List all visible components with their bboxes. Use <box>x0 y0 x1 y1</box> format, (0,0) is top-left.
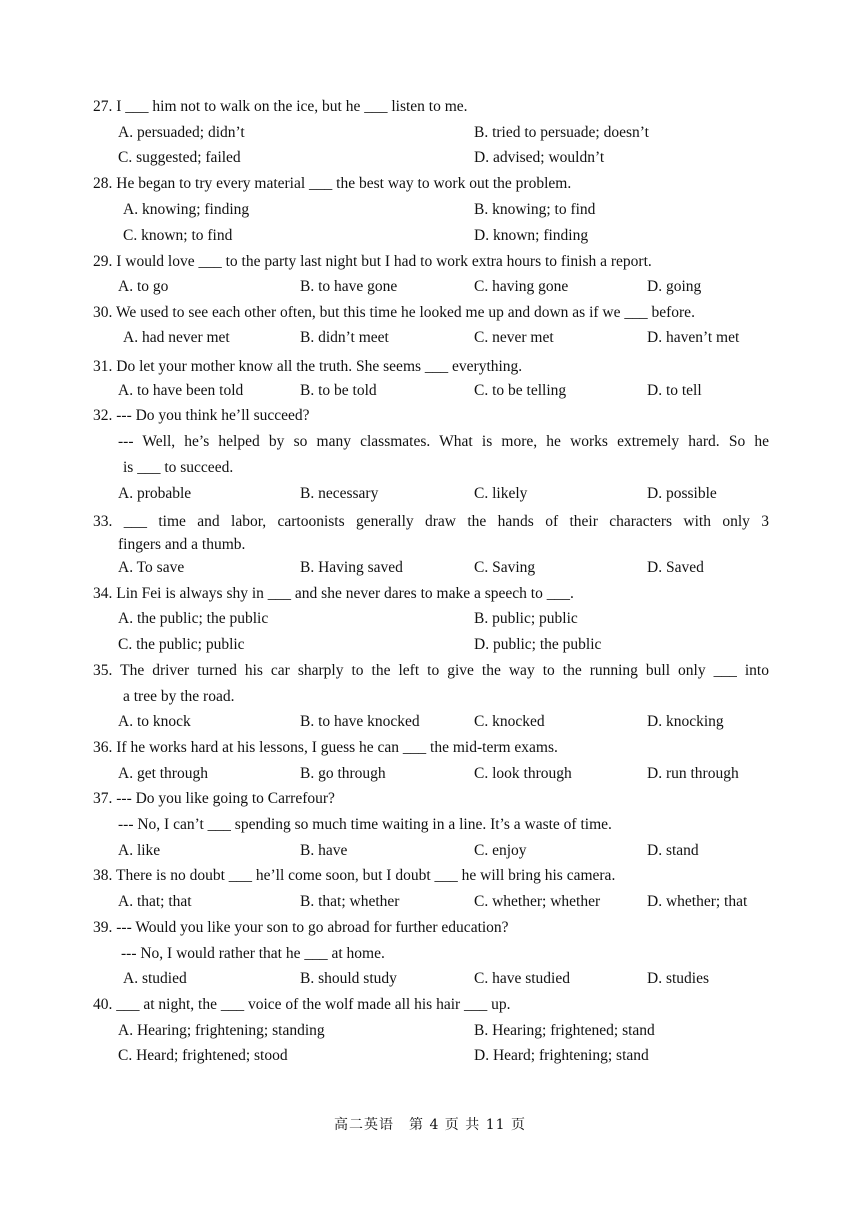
question-40-option-b: B. Hearing; frightened; stand <box>474 1022 655 1039</box>
question-28-option-b: B. knowing; to find <box>474 201 596 218</box>
question-29-option-d: D. going <box>647 278 702 295</box>
question-33-option-d: D. Saved <box>647 559 704 576</box>
question-33-stem: 33. ___ time and labor, cartoonists generally draw the hands of their characters with only 3 <box>93 513 769 530</box>
question-30-option-d: D. haven’t met <box>647 329 740 346</box>
question-29-option-b: B. to have gone <box>300 278 398 295</box>
question-35-option-d: D. knocking <box>647 713 724 730</box>
question-35-option-b: B. to have knocked <box>300 713 420 730</box>
question-32-option-d: D. possible <box>647 485 717 502</box>
question-39-stem: 39. --- Would you like your son to go abroad for further education? <box>93 919 509 936</box>
question-36-option-c: C. look through <box>474 765 572 782</box>
question-29-option-a: A. to go <box>118 278 169 295</box>
question-31-stem: 31. Do let your mother know all the truth. She seems ___ everything. <box>93 358 523 375</box>
question-30-option-a: A. had never met <box>123 329 230 346</box>
question-32-line-2: --- Well, he’s helped by so many classmates. What is more, he works extremely hard. So he <box>118 433 769 450</box>
question-29-option-c: C. having gone <box>474 278 569 295</box>
question-27-option-d: D. advised; wouldn’t <box>474 149 605 166</box>
question-35-line-2: a tree by the road. <box>123 688 235 705</box>
question-34-option-d: D. public; the public <box>474 636 602 653</box>
question-34-option-b: B. public; public <box>474 610 578 627</box>
question-37-option-b: B. have <box>300 842 348 859</box>
question-39-line-2: --- No, I would rather that he ___ at home. <box>121 945 385 962</box>
question-33-option-c: C. Saving <box>474 559 536 576</box>
question-38-stem: 38. There is no doubt ___ he’ll come soon, but I doubt ___ he will bring his camera. <box>93 867 616 884</box>
question-28-option-a: A. knowing; finding <box>123 201 250 218</box>
question-39-option-c: C. have studied <box>474 970 570 987</box>
question-34-stem: 34. Lin Fei is always shy in ___ and she never dares to make a speech to ___. <box>93 585 574 602</box>
question-37-stem: 37. --- Do you like going to Carrefour? <box>93 790 335 807</box>
question-33-option-a: A. To save <box>118 559 185 576</box>
question-27-option-b: B. tried to persuade; doesn’t <box>474 124 649 141</box>
question-28-stem: 28. He began to try every material ___ the best way to work out the problem. <box>93 175 572 192</box>
question-37-option-c: C. enjoy <box>474 842 527 859</box>
question-39-option-d: D. studies <box>647 970 709 987</box>
page-footer: 高二英语 第 4 页 共 11 页 <box>334 1117 526 1133</box>
question-30-option-c: C. never met <box>474 329 554 346</box>
question-40-option-d: D. Heard; frightening; stand <box>474 1047 649 1064</box>
question-30-stem: 30. We used to see each other often, but this time he looked me up and down as if we ___ before. <box>93 304 695 321</box>
question-29-stem: 29. I would love ___ to the party last night but I had to work extra hours to finish a report. <box>93 253 652 270</box>
question-38-option-b: B. that; whether <box>300 893 400 910</box>
question-36-stem: 36. If he works hard at his lessons, I guess he can ___ the mid-term exams. <box>93 739 558 756</box>
question-33-line-2: fingers and a thumb. <box>118 536 246 553</box>
question-36-option-b: B. go through <box>300 765 386 782</box>
question-32-option-b: B. necessary <box>300 485 379 502</box>
question-38-option-a: A. that; that <box>118 893 192 910</box>
question-37-option-d: D. stand <box>647 842 699 859</box>
question-37-line-2: --- No, I can’t ___ spending so much time waiting in a line. It’s a waste of time. <box>118 816 612 833</box>
question-36-option-a: A. get through <box>118 765 208 782</box>
question-39-option-a: A. studied <box>123 970 187 987</box>
question-31-option-b: B. to be told <box>300 382 377 399</box>
question-33-option-b: B. Having saved <box>300 559 403 576</box>
question-36-option-d: D. run through <box>647 765 739 782</box>
question-38-option-d: D. whether; that <box>647 893 748 910</box>
question-32-line-3: is ___ to succeed. <box>123 459 234 476</box>
question-34-option-a: A. the public; the public <box>118 610 269 627</box>
question-31-option-c: C. to be telling <box>474 382 567 399</box>
question-37-option-a: A. like <box>118 842 161 859</box>
question-40-option-a: A. Hearing; frightening; standing <box>118 1022 325 1039</box>
question-40-stem: 40. ___ at night, the ___ voice of the wolf made all his hair ___ up. <box>93 996 511 1013</box>
question-28-option-d: D. known; finding <box>474 227 589 244</box>
question-38-option-c: C. whether; whether <box>474 893 601 910</box>
question-35-stem: 35. The driver turned his car sharply to the left to give the way to the running bull only ___ into <box>93 662 769 679</box>
question-32-option-c: C. likely <box>474 485 528 502</box>
question-35-option-a: A. to knock <box>118 713 191 730</box>
question-30-option-b: B. didn’t meet <box>300 329 389 346</box>
question-27-stem: 27. I ___ him not to walk on the ice, but he ___ listen to me. <box>93 98 468 115</box>
question-31-option-a: A. to have been told <box>118 382 244 399</box>
question-32-option-a: A. probable <box>118 485 192 502</box>
question-34-option-c: C. the public; public <box>118 636 245 653</box>
question-27-option-a: A. persuaded; didn’t <box>118 124 245 141</box>
question-39-option-b: B. should study <box>300 970 397 987</box>
question-35-option-c: C. knocked <box>474 713 545 730</box>
question-32-stem: 32. --- Do you think he’ll succeed? <box>93 407 310 424</box>
question-31-option-d: D. to tell <box>647 382 702 399</box>
question-28-option-c: C. known; to find <box>123 227 233 244</box>
question-27-option-c: C. suggested; failed <box>118 149 241 166</box>
question-40-option-c: C. Heard; frightened; stood <box>118 1047 288 1064</box>
